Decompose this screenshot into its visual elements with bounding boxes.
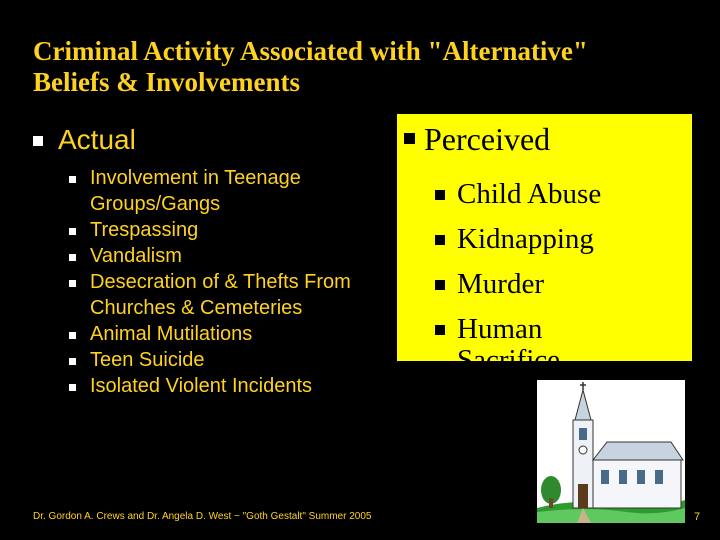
square-bullet-icon (435, 190, 445, 200)
square-bullet-icon (435, 235, 445, 245)
list-item-label: Involvement in Teenage Groups/Gangs (90, 167, 301, 215)
list-item (69, 321, 369, 347)
square-bullet-icon (69, 254, 76, 261)
square-bullet-icon (404, 133, 415, 144)
title-line-2: Beliefs & Involvements (33, 67, 300, 97)
perceived-list (435, 172, 601, 376)
list-item-label: Desecration of & Thefts From Churches & Cemeteries (90, 271, 351, 319)
list-item (435, 172, 601, 217)
list-item-label: Human Sacrifice (457, 313, 561, 376)
square-bullet-icon (69, 384, 76, 391)
list-item (69, 165, 369, 217)
church-clipart-icon (537, 380, 685, 523)
square-bullet-icon (69, 228, 76, 235)
list-item-label: Trespassing (90, 219, 199, 241)
list-item-label: Murder (457, 268, 544, 300)
list-item (69, 269, 369, 321)
list-item (69, 217, 369, 243)
list-item (69, 373, 369, 399)
actual-list (69, 165, 369, 399)
footer-credit: Dr. Gordon A. Crews and Dr. Angela D. West ~ "Goth Gestalt" Summer 2005 (33, 511, 372, 522)
list-item-label: Child Abuse (457, 178, 602, 210)
church-icon (537, 380, 685, 523)
list-item (435, 307, 601, 376)
square-bullet-icon (69, 280, 76, 287)
square-bullet-icon (435, 280, 445, 290)
title-line-1: Criminal Activity Associated with "Alternative" (33, 36, 588, 66)
list-item-label: Isolated Violent Incidents (90, 375, 313, 397)
perceived-heading-label: Perceived (424, 121, 551, 157)
list-item-label: Kidnapping (457, 223, 594, 255)
list-item-label: Animal Mutilations (90, 323, 253, 345)
slide-title (33, 36, 713, 98)
list-item (435, 217, 601, 262)
list-item-label: Teen Suicide (90, 349, 205, 371)
square-bullet-icon (69, 358, 76, 365)
square-bullet-icon (69, 176, 76, 183)
square-bullet-icon (69, 332, 76, 339)
square-bullet-icon (435, 325, 445, 335)
list-item-label: Vandalism (90, 245, 182, 267)
page-number: 7 (694, 511, 701, 523)
actual-heading-label: Actual (58, 124, 136, 155)
list-item (69, 243, 369, 269)
list-item (435, 262, 601, 307)
square-bullet-icon (33, 136, 43, 146)
list-item (69, 347, 369, 373)
